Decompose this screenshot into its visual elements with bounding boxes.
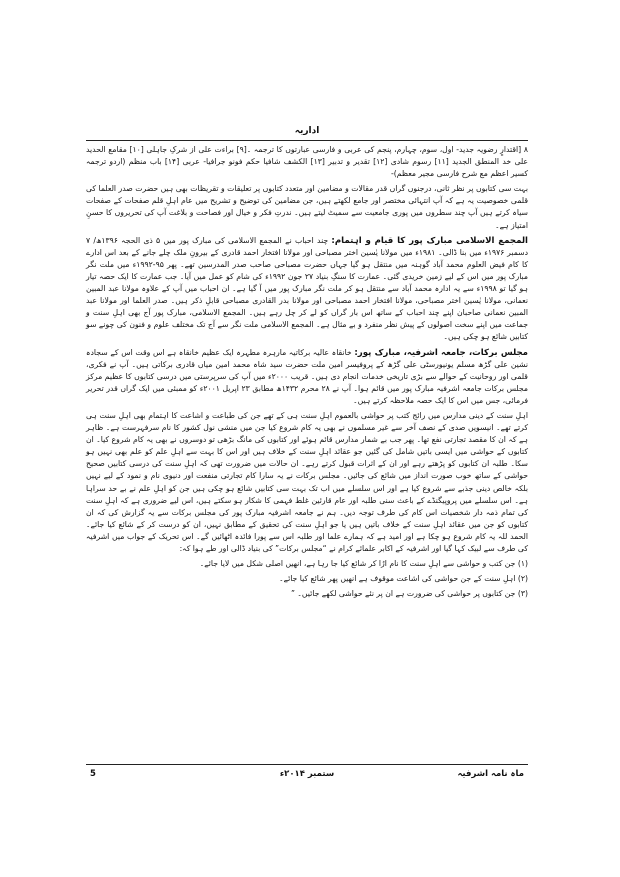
issue-date: ستمبر ۲۰۱۴ء <box>279 769 335 779</box>
paragraph-majma-text: چند احباب نے المجمع الاسلامی کی مبارک پور میں ۵ ذی الحجہ ۱۳۹۶ھ/ ۷ دسمبر ۱۹۷۶ء میں بنا ڈالی۔ ۱۹۸۱ء میں مولانا یٰسین اختر مصباحی اور مولانا افتخار احمد قادری کے بیرونِ ملک چلے جانے کے بعد اس ادارے کا کام فیض العلوم محمد آباد گوہنہ میں منتقل ہو گیا جہاں حضرت مصباحی صاحب صدر المدرسین تھے۔ پھر ۹۵-۱۹۹۲ء میں ملت نگر مبارک پور میں اس کے لیے زمین خریدی گئی۔ عمارت کا سنگِ بنیاد ۲۷ جون ۱۹۹۲ء کی شام کو عمل میں آیا۔ جب عمارت کا ایک حصہ تیار ہو گیا تو ۱۹۹۸ء سے یہ ادارہ محمد آباد سے منتقل ہو کر ملت نگر مبارک پور میں آ گیا ہے۔ ان احباب میں آپ کے علاوہ مولانا عبد المبین نعمانی، مولانا یٰسین اختر مصباحی، مولانا افتخار احمد مصباحی اور مولانا بدر القادری مصباحی قابلِ ذکر ہیں۔ صدر العلما اور مولانا عبد المبین نعمانی صاحبان اپنے چند احباب کے ساتھ اس بار گراں کو لے کر چل رہے ہیں۔ المجمع الاسلامی، مبارک پور آج بھی اہلِ سنت و جماعت میں اپنے سخت اصولوں کے پیش نظر منفرد و بے مثال ہے۔ المجمع الاسلامی ملت نگر سے آج تک مختلف علوم و فنون کی چونے سو کتابیں شائع ہو چکی ہیں۔ <box>86 235 529 342</box>
paragraph-writing-style: بہت سی کتابوں پر نظر ثانی، درجنوں گراں قدر مقالات و مضامین اور متعدد کتابوں پر تعلیقات و تقریظات بھی ہیں حضرت صدر العلما کی قلمی خصوصیت یہ ہے کہ آپ انتہائی مختصر اور جامع لکھتے ہیں، جن مضامین کی توضیح و تشریح میں عام اہلِ قلم صفحات کے صفحات سیاہ کرتے ہیں آپ چند سطروں میں پوری جامعیت سے سمیٹ لیتے ہیں۔ ندرتِ فکر و خیال اور فصاحت و بلاغت آپ کی تحریروں کا حسنِ امتیاز ہے۔ <box>86 184 528 230</box>
page-number: 5 <box>90 769 96 779</box>
page <box>86 124 528 784</box>
paragraph-works-list: ۸ [اقتدارٍ رضویہ جدید- اول، سوم، چہارم، پنجم کی عربی و فارسی عبارتوں کا ترجمہ ۔[۹] براءت علی از شرکِ جاہلی [۱۰] مقامع الحدید علی خد المنطق الجدید [۱۱] رسوم شادی [۱۲] تقدیر و تدبیر [۱۳] الکشف شافیا حکم فونو جرافیا- عربی [۱۴] باب منظم (اردو ترجمہ کسیر اعظم مع شرح فارسی مجیر معظم)- <box>86 145 528 179</box>
paragraph-majlis-text: خانقاہ عالیہ برکاتیہ مارہرہ مطہرہ ایک عظیم خانقاہ ہے اس وقت اس کے سجادہ نشین علی گڑھ مسلم یونیورسٹی علی گڑھ کے پروفیسر امین ملت حضرت سید شاہ محمد امین میاں قادری برکاتی ہیں۔ آپ نے فکری، قلمی اور روحانیت کے حوالے سے بڑی تاریخی خدمات انجام دی ہیں۔ قریب ۲۰۰۰ء میں آپ کی سرپرستی میں درسی کتابوں کا عظیم مرکز مجلس برکات جامعہ اشرفیہ مبارک پور میں قائم ہوا۔ آپ نے ۲۸ محرم ۱۴۳۲ھ مطابق ۲۳ اپریل ۲۰۰۱ء کو ممبئی میں ایک گراں قدر تحریر فرمائی، جس میں اس کا ایک حصہ ملاحظہ کرتے ہیں۔ <box>86 347 528 405</box>
list-item: (۳) جن کتابوں پر حواشی کی ضرورت ہے ان پر نئے حواشی لکھے جائیں۔ ” <box>291 589 528 599</box>
page-header <box>86 124 528 141</box>
paragraph-quote: اہلِ سنت کے دینی مدارس میں رائج کتب پر حواشی بالعموم اہلِ سنت ہی کے تھے جن کی طباعت و اشاعت کا اہتمام بھی اہلِ سنت ہی کرتے تھے۔ انیسویں صدی کے نصف آخر سے غیر مسلموں نے بھی یہ کام شروع کیا جن میں منشی نول کشور کا نام سرفہرست ہے۔ ظاہر ہے کہ ان کا مقصد تجارتی نفع تھا۔ پھر جب بے شمار مدارس قائم ہوئے اور کتابوں کی مانگ بڑھی تو دوسروں نے بھی یہ کام شروع کیا۔ ان کتابوں کے حواشی میں ایسی باتیں شامل کی گئیں جو عقائد اہلِ سنت کے خلاف ہیں اور اس کا بہت سے اہلِ علم کو علم بھی نہیں ہو سکا۔ طلبہ ان کتابوں کو پڑھتے رہے اور ان کے اثرات قبول کرتے رہے۔ ان حالات میں ضرورت تھی کہ اہلِ سنت کی درسی کتابیں صحیح حواشی کے ساتھ خوب صورت انداز میں شائع کی جائیں۔ مجلس برکات نے یہ سارا کام تجارتی منفعت اور دنیوی نام و نمود کے لیے نہیں بلکہ خالص دینی جذبے سے شروع کیا ہے اور اس سلسلے میں اب تک بہت سی کتابیں شائع ہو چکی ہیں جن کو اہلِ علم نے بے حد سراہا ہے۔ اس سلسلے میں پروپیگنڈے کے باعث سنی طلبہ اور عام قارئین غلط فہمی کا شکار ہو سکتے ہیں، اس لیے ضروری ہے کہ اہلِ سنت کی تمام ذمہ دار شخصیات اس کام کی طرف توجہ دیں۔ ہم نے جامعہ اشرفیہ مبارک پور کی مجلس برکات سے یہ گزارش کی کہ ان کتابوں کو جن میں عقائد اہلِ سنت کے خلاف باتیں ہیں یا جو اہلِ سنت کی تحقیق کے مطابق نہیں، ان کو درست کر کے شائع کیا جائے۔ الحمد للہ یہ کام شروع ہو چکا ہے اور امید ہے کہ ہمارے علما اور طلبہ اس سے پورا فائدہ اٹھائیں گے۔ اس تحریک کے جواب میں اشرفیہ کی طرف سے لبیک کہا گیا اور اشرفیہ کے اکابر علمائے کرام نے “مجلس برکات” کی بنیاد ڈالی اور طے ہوا کہ: <box>86 410 528 553</box>
section-title: اداریہ <box>294 126 320 136</box>
paragraph-majma <box>86 235 528 344</box>
paragraph-majlis <box>86 347 528 407</box>
article-body <box>86 144 528 603</box>
heading-majma: المجمع الاسلامی مبارک پور کا قیام و اہتمام: <box>331 235 529 246</box>
heading-majlis: مجلس برکات، جامعہ اشرفیہ، مبارک پور: <box>354 347 528 358</box>
magazine-name: ماہ نامہ اشرفیہ <box>457 769 524 779</box>
list-item: (۱) جن کتب و حواشی سے اہلِ سنت کا نام اڑا کر شائع کیا جا رہا ہے، انھیں اصلی شکل میں لایا جائے۔ <box>199 559 528 569</box>
page-footer <box>86 764 528 781</box>
list-item: (۲) اہلِ سنت کے جن حواشی کی اشاعت موقوف ہے انھیں پھر شائع کیا جائے۔ <box>279 574 528 584</box>
